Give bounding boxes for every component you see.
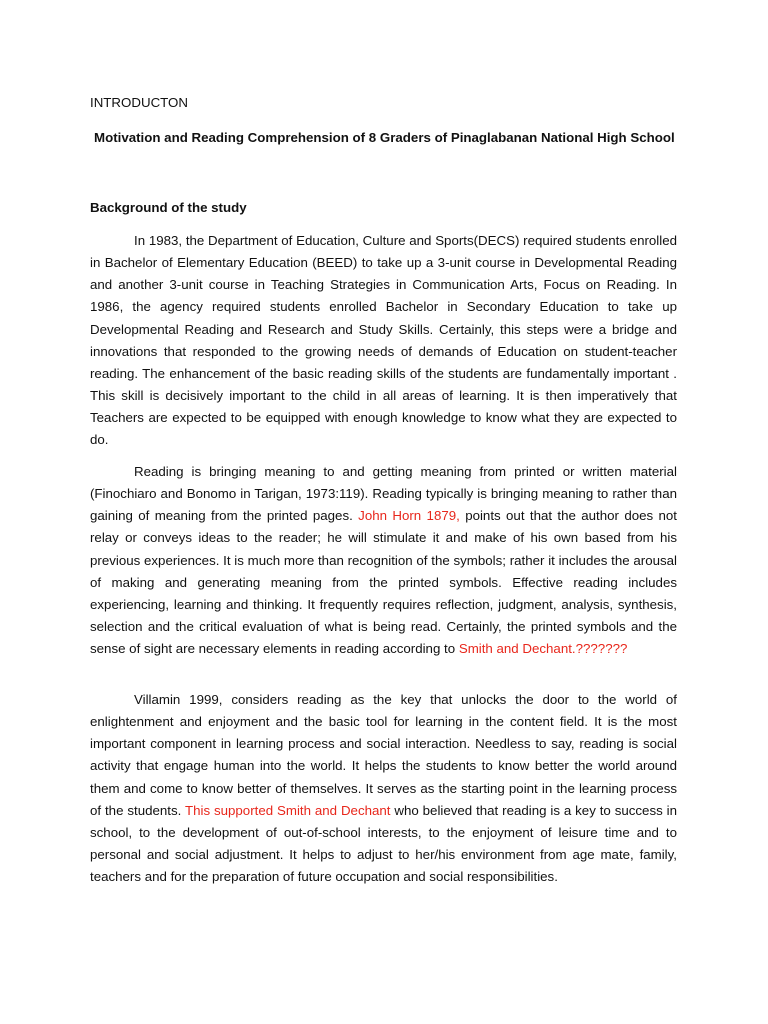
document-title: Motivation and Reading Comprehension of 8 Graders of Pinaglabanan National High School	[94, 130, 675, 145]
citation-john-horn: John Horn 1879,	[358, 508, 460, 524]
paragraph-3-text-a: Villamin 1999, considers reading as the key that unlocks the door to the world of enlightenment and enjoyment and the basic tool for learning in the content field. It is the most important component in learning process and social interaction. Needless to say, reading is social activity that engage human into the world. It helps the students to know better the world around them and come to know better of themselves. It serves as the starting point in the learning process of the students.	[90, 692, 677, 818]
citation-supported-smith-dechant: This supported Smith and Dechant	[184, 802, 391, 818]
paragraph-1: In 1983, the Department of Education, Culture and Sports(DECS) required students enrolled in Bachelor of Elementary Education (BEED) to take up a 3-unit course in Developmental Reading and another 3-unit course in Teaching Strategies in Communication Arts, Focus on Reading. In 1986, the agency required students enrolled Bachelor in Secondary Education to take up Developmental Reading and Research and Study Skills. Certainly, this steps were a bridge and innovations that responded to the growing needs of demands of Education on student-teacher reading. The enhancement of the basic reading skills of the students are fundamentally important . This skill is decisively important to the child in all areas of learning. It is then imperatively that Teachers are expected to be equipped with enough knowledge to know what they are expected to do.	[90, 233, 677, 448]
paragraph-3-text-b: who believed that reading is a key to success in school, to the development of out-of-school interests, to the enjoyment of leisure time and to personal and social adjustment. It helps to adjust to her/his environment from age mate, family, teachers and for the preparation of future occupation and social responsibilities.	[90, 802, 677, 885]
introduction-label: INTRODUCTON	[90, 95, 188, 110]
paragraph-2-text-a: Reading is bringing meaning to and getting meaning from printed or written material (Finochiaro and Bonomo in Tarigan, 1973:119). Reading typically is bringing meaning to rather than gaining of meaning from the printed pages.	[90, 464, 677, 524]
citation-smith-dechant: Smith and Dechant.???????	[458, 641, 628, 657]
paragraph-3	[90, 689, 677, 888]
paragraph-2	[90, 461, 677, 660]
section-heading: Background of the study	[90, 200, 247, 215]
paragraph-2-text-b: points out that the author does not relay or conveys ideas to the reader; he will stimulate it and make of his own based from his previous experiences. It is much more than recognition of the symbols; rather it includes the arousal of making and generating meaning from the printed symbols. Effective reading includes experiencing, learning and thinking. It frequently requires reflection, judgment, analysis, synthesis, selection and the critical evaluation of what is being read. Certainly, the printed symbols and the sense of sight are necessary elements in reading according to	[90, 508, 678, 657]
